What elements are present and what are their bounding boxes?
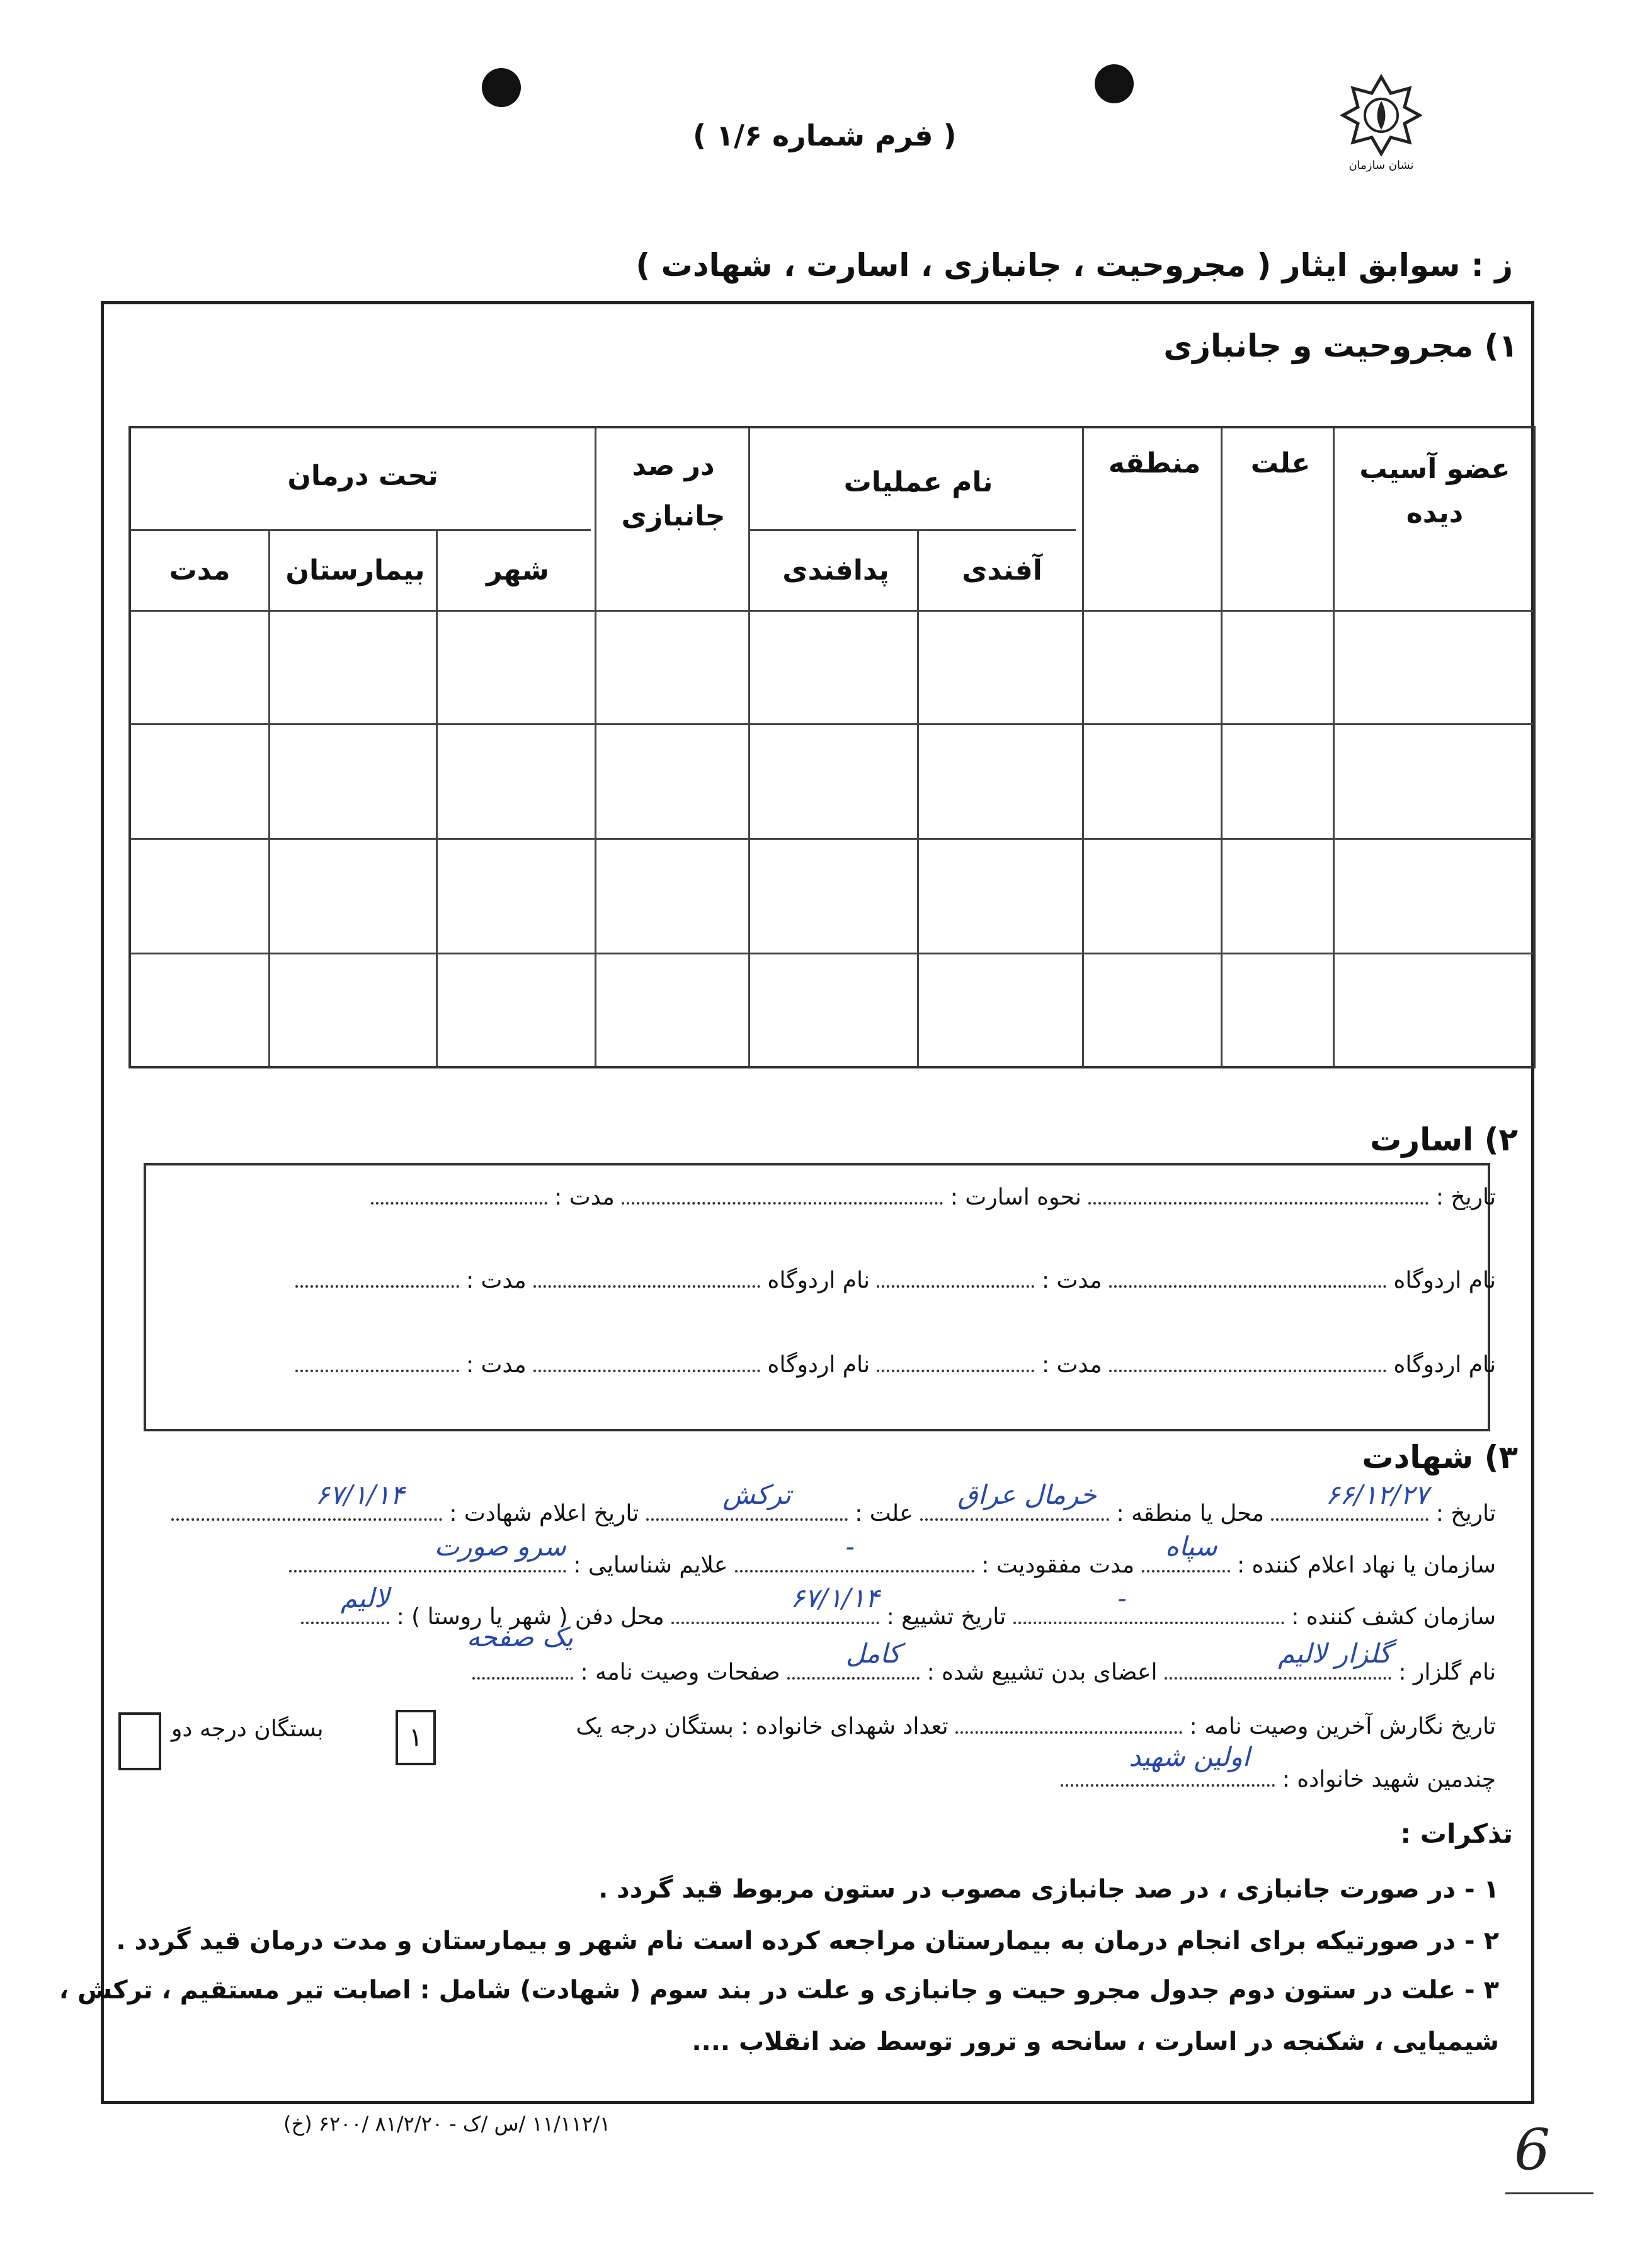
cause-value: ترکش — [722, 1479, 791, 1510]
punch-hole-right — [1095, 64, 1134, 103]
funeral-label: تاریخ تشییع : — [886, 1604, 1006, 1630]
camp-duration-field-3[interactable] — [877, 1352, 1034, 1372]
martyrdom-line-4 — [466, 1622, 1496, 1685]
note-1: ۱ - در صورت جانبازی ، در صد جانبازی مصوب در ستون مربوط قید گردد . — [598, 1875, 1499, 1904]
emblem-icon — [1340, 74, 1422, 156]
date-value: ۶۶/۱۲/۲۷ — [1325, 1479, 1429, 1510]
col-defensive: پدافندی — [782, 554, 889, 587]
nth-field[interactable] — [1061, 1741, 1275, 1787]
martyrdom-line-2 — [289, 1531, 1496, 1578]
injury-heading: ۱) مجروحیت و جانبازی — [1163, 328, 1518, 364]
org-value: سپاه — [1165, 1531, 1217, 1562]
will-pages-value: یک صفحه — [466, 1622, 573, 1652]
funeral-value: ۶۷/۱/۱۴ — [790, 1583, 880, 1613]
captivity-heading: ۲) اسارت — [1370, 1121, 1518, 1158]
date-field[interactable] — [1271, 1479, 1429, 1521]
finder-field[interactable] — [1013, 1583, 1284, 1624]
col-percent: در صد جانبازی — [621, 450, 726, 532]
place-value: خرمال عراق — [957, 1479, 1097, 1510]
page-number: 6 — [1514, 2117, 1551, 2183]
captivity-line-3 — [295, 1352, 1496, 1378]
camp-label-3: نام اردوگاه — [1393, 1352, 1496, 1378]
camp-field-2[interactable] — [533, 1268, 760, 1288]
cemetery-field[interactable] — [1165, 1638, 1391, 1680]
missing-field[interactable] — [735, 1531, 974, 1572]
note-3: ۳ - علت در ستون دوم جدول مجرو حیت و جانبازی و علت در بند سوم ( شهادت) شامل : اصابت تیر مستقیم ، ترکش ، — [59, 1976, 1499, 2005]
captivity-date-label: تاریخ : — [1435, 1184, 1496, 1210]
cause-field[interactable] — [646, 1479, 848, 1521]
captivity-duration-field[interactable] — [371, 1184, 547, 1205]
body-field[interactable] — [787, 1638, 920, 1680]
funeral-field[interactable] — [671, 1583, 880, 1624]
table-row[interactable] — [131, 612, 1533, 722]
camp-duration-label-3: مدت : — [1041, 1352, 1102, 1378]
missing-label: مدت مفقودیت : — [981, 1552, 1135, 1578]
page-number-underline — [1505, 2192, 1594, 2194]
announce-value: ۶۷/۱/۱۴ — [315, 1479, 404, 1510]
will-pages-field[interactable] — [466, 1622, 573, 1680]
family-first-degree-value: ۱ — [409, 1723, 423, 1752]
table-row[interactable] — [131, 840, 1533, 951]
captivity-line-1 — [371, 1184, 1496, 1210]
family-first-degree-box[interactable] — [396, 1710, 436, 1765]
camp-label: نام اردوگاه — [1393, 1268, 1496, 1293]
camp-duration-label-2: مدت : — [465, 1268, 527, 1293]
family-label: تعداد شهدای خانواده : بستگان درجه یک — [576, 1714, 949, 1739]
captivity-date-field[interactable] — [1088, 1184, 1428, 1205]
col-hospital: بیمارستان — [285, 554, 425, 587]
marks-value: سرو صورت — [434, 1531, 566, 1562]
form-number: ( فرم شماره ۱/۶ ) — [693, 118, 957, 152]
table-row[interactable] — [131, 955, 1533, 1066]
notes-heading: تذکرات : — [1400, 1818, 1513, 1849]
cemetery-label: نام گلزار : — [1398, 1659, 1496, 1685]
punch-hole-left — [482, 68, 521, 107]
marks-field[interactable] — [289, 1531, 566, 1572]
announce-field[interactable] — [171, 1479, 442, 1521]
footer-code: ۱۱/۱۱۲/۱ /س /ک - ۸۱/۲/۲۰ /۶۲۰۰ (خ) — [283, 2112, 611, 2136]
nth-label: چندمین شهید خانواده : — [1282, 1767, 1496, 1792]
col-cause: علت — [1250, 447, 1311, 479]
burial-field[interactable] — [301, 1583, 390, 1624]
finder-value: - — [1117, 1583, 1127, 1613]
col-duration: مدت — [169, 554, 231, 587]
will-date-label: تاریخ نگارش آخرین وصیت نامه : — [1189, 1714, 1496, 1739]
captivity-line-2 — [295, 1268, 1496, 1293]
col-operation: نام عملیات — [843, 466, 993, 498]
col-city: شهر — [486, 554, 549, 587]
camp-field[interactable] — [1109, 1268, 1386, 1288]
will-date-field[interactable] — [955, 1714, 1182, 1734]
finder-label: سازمان کشف کننده : — [1291, 1604, 1496, 1630]
place-field[interactable] — [920, 1479, 1109, 1521]
camp-duration-label-4: مدت : — [465, 1352, 527, 1378]
captivity-manner-label: نحوه اسارت : — [950, 1184, 1081, 1210]
missing-value: - — [845, 1531, 855, 1562]
body-value: کامل — [845, 1638, 901, 1669]
burial-label: محل دفن ( شهر یا روستا ) : — [396, 1604, 664, 1630]
cemetery-value: گلزار لالیم — [1278, 1638, 1391, 1669]
body-label: اعضای بدن تشییع شده : — [927, 1659, 1158, 1685]
martyrdom-line-5 — [576, 1714, 1496, 1739]
organization-logo — [1340, 74, 1422, 181]
captivity-manner-field[interactable] — [622, 1184, 943, 1205]
camp-duration-field-2[interactable] — [295, 1268, 459, 1288]
section-title: ز : سوابق ایثار ( مجروحیت ، جانبازی ، اسارت ، شهادت ) — [636, 247, 1513, 284]
col-treatment: تحت درمان — [287, 460, 438, 492]
note-4: شیمیایی ، شکنجه در اسارت ، سانحه و ترور توسط ضد انقلاب .... — [692, 2027, 1499, 2056]
place-label: محل یا منطقه : — [1116, 1501, 1264, 1526]
camp-label-4: نام اردوگاه — [767, 1352, 870, 1378]
captivity-duration-label: مدت : — [554, 1184, 615, 1210]
camp-duration-label: مدت : — [1041, 1268, 1102, 1293]
table-row[interactable] — [131, 726, 1533, 837]
camp-duration-field[interactable] — [877, 1268, 1034, 1288]
camp-duration-field-4[interactable] — [295, 1352, 459, 1372]
cause-label: علت : — [855, 1501, 913, 1526]
nth-value: اولین شهید — [1129, 1741, 1250, 1772]
announce-label: تاریخ اعلام شهادت : — [449, 1501, 639, 1526]
marks-label: علایم شناسایی : — [573, 1552, 728, 1578]
will-pages-label: صفحات وصیت نامه : — [580, 1659, 780, 1685]
date-label: تاریخ : — [1435, 1501, 1496, 1526]
col-region: منطقه — [1108, 447, 1201, 479]
camp-field-3[interactable] — [1109, 1352, 1386, 1372]
injury-table — [128, 426, 1536, 1068]
martyrdom-line-1 — [171, 1479, 1496, 1526]
family-second-label: بستگان درجه دو — [171, 1716, 324, 1742]
burial-value: لالیم — [340, 1583, 390, 1613]
martyrdom-line-6 — [1061, 1741, 1496, 1792]
note-2: ۲ - در صورتیکه برای انجام درمان به بیمارستان مراجعه کرده است نام شهر و بیمارستان و مدت درمان قید گردد . — [116, 1927, 1499, 1956]
logo-caption: نشان سازمان — [1348, 159, 1414, 172]
col-organ: عضو آسیب دیده — [1359, 453, 1510, 529]
col-offensive: آفندی — [962, 554, 1042, 587]
org-field[interactable] — [1142, 1531, 1230, 1572]
camp-field-4[interactable] — [533, 1352, 760, 1372]
org-label: سازمان یا نهاد اعلام کننده : — [1236, 1552, 1496, 1578]
camp-label-2: نام اردوگاه — [767, 1268, 870, 1293]
family-second-degree-box[interactable] — [118, 1712, 161, 1770]
martyrdom-heading: ۳) شهادت — [1362, 1439, 1518, 1475]
